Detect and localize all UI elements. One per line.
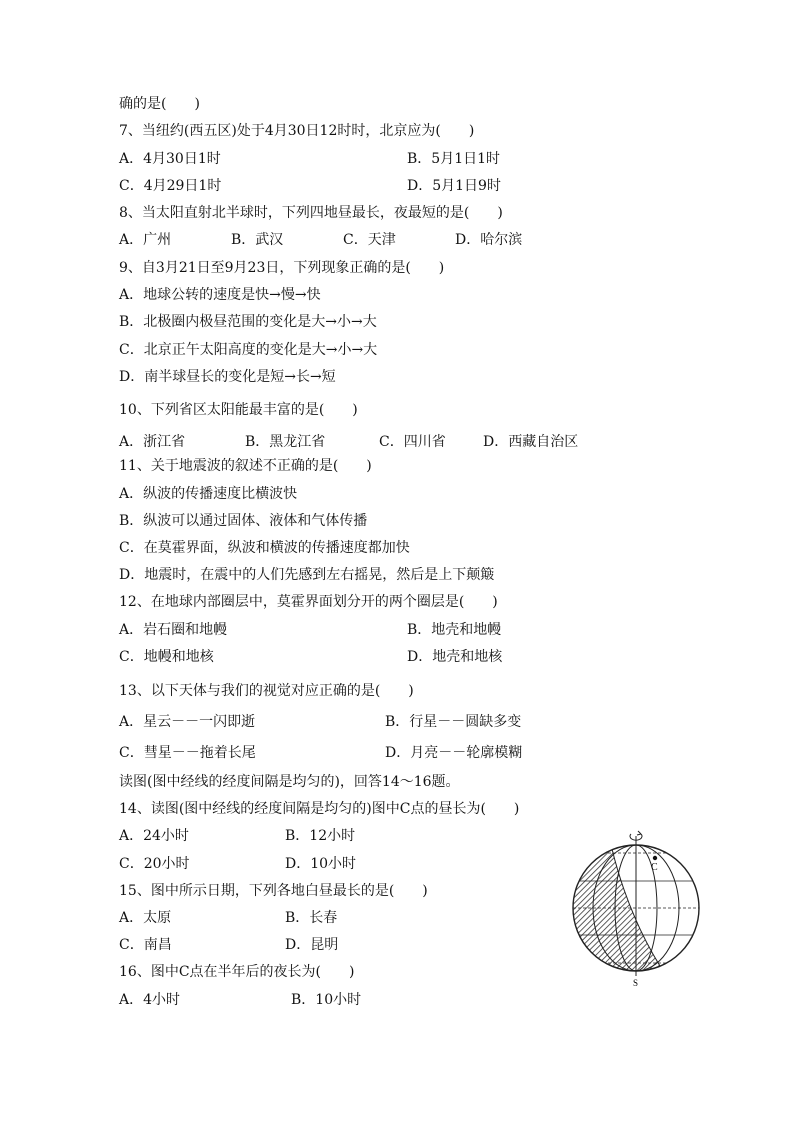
q8-option-a: A．广州: [119, 232, 172, 248]
q13-option-b: B．行星－－圆缺多变: [385, 714, 522, 730]
q6-tail: 确的是( ): [119, 96, 200, 112]
q14-option-d: D．10小时: [285, 856, 357, 872]
q16-stem: 16、图中C点在半年后的夜长为( ): [119, 964, 355, 980]
south-pole-label: S: [633, 978, 639, 988]
q15-option-a: A．太原: [119, 910, 172, 926]
q12-option-d: D．地壳和地核: [407, 649, 503, 665]
q15-stem: 15、图中所示日期，下列各地白昼最长的是( ): [119, 883, 428, 899]
q10-option-b: B．黑龙江省: [245, 434, 326, 450]
q11-option-d: D．地震时，在震中的人们先感到左右摇晃，然后是上下颠簸: [119, 567, 495, 583]
q15-option-d: D．昆明: [285, 937, 339, 953]
q9-option-c: C．北京正午太阳高度的变化是大→小→大: [119, 342, 378, 358]
q12-stem: 12、在地球内部圈层中，莫霍界面划分开的两个圈层是( ): [119, 594, 498, 610]
q10-option-d: D．西藏自治区: [483, 434, 579, 450]
q9-stem: 9、自3月21日至9月23日，下列现象正确的是( ): [119, 260, 445, 276]
q9-option-d: D．南半球昼长的变化是短→长→短: [119, 369, 336, 385]
q16-option-b: B．10小时: [291, 992, 362, 1008]
q9-option-b: B．北极圈内极昼范围的变化是大→小→大: [119, 314, 377, 330]
q11-option-c: C．在莫霍界面，纵波和横波的传播速度都加快: [119, 540, 410, 556]
figure-instruction: 读图(图中经线的经度间隔是均匀的)，回答14～16题。: [119, 774, 460, 790]
q13-option-c: C．彗星－－拖着长尾: [119, 745, 256, 761]
q12-option-a: A．岩石圈和地幔: [119, 622, 228, 638]
q16-option-a: A．4小时: [119, 992, 181, 1008]
point-c-label: C: [651, 862, 658, 873]
q10-option-c: C．四川省: [379, 434, 446, 450]
q14-option-b: B．12小时: [285, 828, 356, 844]
q14-stem: 14、读图(图中经线的经度间隔是均匀的)图中C点的昼长为( ): [119, 801, 520, 817]
q7-option-c: C．4月29日1时: [119, 178, 222, 194]
point-c-marker: [653, 856, 657, 860]
q8-option-b: B．武汉: [231, 232, 284, 248]
q15-option-b: B．长春: [285, 910, 338, 926]
globe-illumination-diagram: [568, 824, 708, 994]
night-side: [573, 849, 660, 971]
q12-option-b: B．地壳和地幔: [407, 622, 502, 638]
q13-option-d: D．月亮－－轮廓模糊: [385, 745, 523, 761]
q15-option-c: C．南昌: [119, 937, 172, 953]
q8-stem: 8、当太阳直射北半球时，下列四地昼最长，夜最短的是( ): [119, 205, 503, 221]
q7-option-a: A．4月30日1时: [119, 151, 221, 167]
q8-option-c: C．天津: [343, 232, 396, 248]
q11-option-b: B．纵波可以通过固体、液体和气体传播: [119, 513, 368, 529]
q7-option-b: B．5月1日1时: [407, 151, 501, 167]
q10-option-a: A．浙江省: [119, 434, 186, 450]
q14-option-a: A．24小时: [119, 828, 189, 844]
q11-stem: 11、关于地震波的叙述不正确的是( ): [119, 458, 372, 474]
q13-option-a: A．星云－－一闪即逝: [119, 714, 256, 730]
q14-option-c: C．20小时: [119, 856, 190, 872]
q8-option-d: D．哈尔滨: [455, 232, 523, 248]
q9-option-a: A．地球公转的速度是快→慢→快: [119, 287, 321, 303]
q7-option-d: D．5月1日9时: [407, 178, 501, 194]
q13-stem: 13、以下天体与我们的视觉对应正确的是( ): [119, 683, 414, 699]
q10-stem: 10、下列省区太阳能最丰富的是( ): [119, 402, 358, 418]
q12-option-c: C．地幔和地核: [119, 649, 214, 665]
q7-stem: 7、当纽约(西五区)处于4月30日12时时，北京应为( ): [119, 123, 475, 139]
q11-option-a: A．纵波的传播速度比横波快: [119, 486, 298, 502]
